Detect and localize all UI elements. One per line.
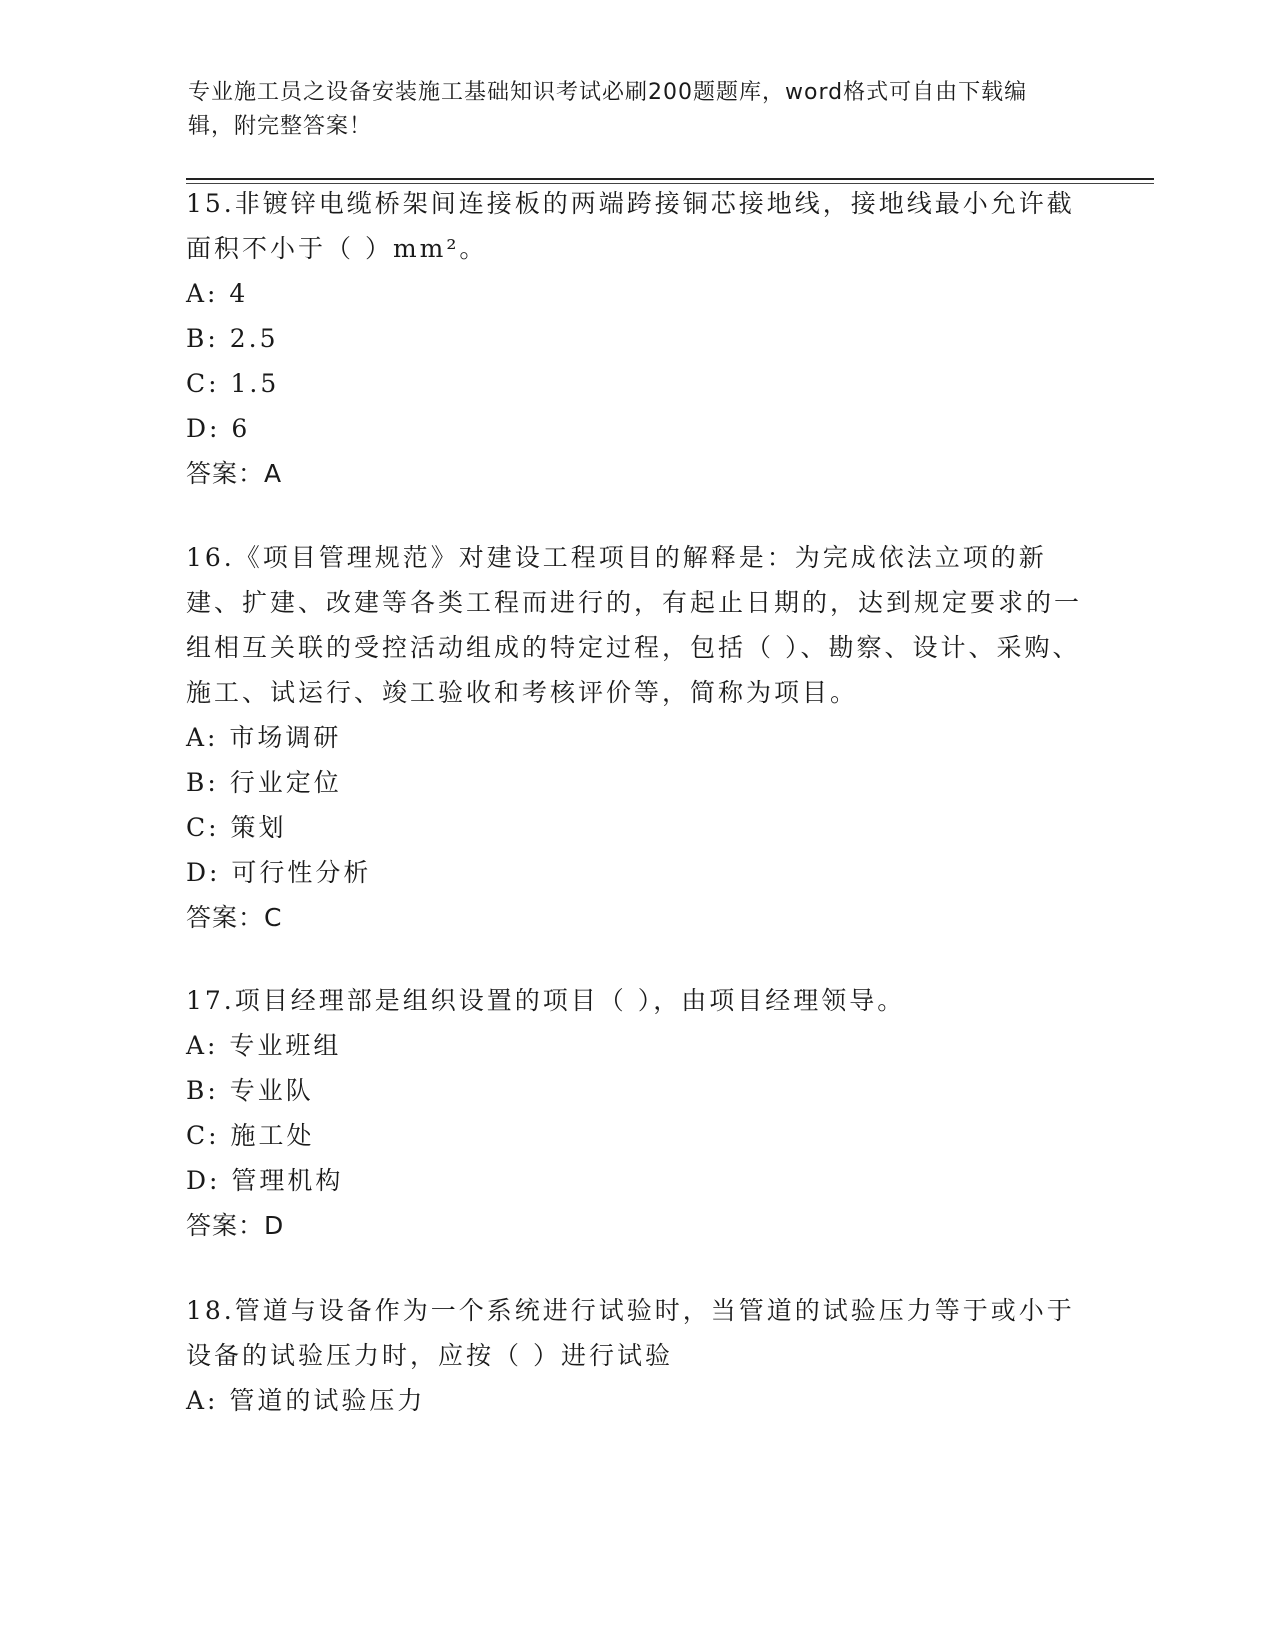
option-d: D: 6	[186, 414, 251, 443]
option-c: C: 施工处	[186, 1121, 315, 1150]
option-d: D: 可行性分析	[186, 858, 372, 887]
option-c: C: 策划	[186, 813, 287, 842]
option-b: B: 行业定位	[186, 768, 342, 797]
answer: 答案：D	[186, 1211, 285, 1240]
option-a: A: 市场调研	[186, 723, 342, 752]
question-16	[186, 535, 1086, 940]
option-c: C: 1.5	[186, 369, 280, 398]
question-stem: 16.《项目管理规范》对建设工程项目的解释是：为完成依法立项的新建、扩建、改建等各类工程而进行的，有起止日期的，达到规定要求的一组相互关联的受控活动组成的特定过程，包括（ ）、勘察、设计、采购、施工、试运行、竣工验收和考核评价等，简称为项目。	[186, 543, 1083, 707]
question-15	[186, 181, 1086, 496]
option-b: B: 2.5	[186, 324, 279, 353]
question-stem: 17.项目经理部是组织设置的项目（ ），由项目经理领导。	[186, 986, 906, 1015]
option-a: A: 专业班组	[186, 1031, 342, 1060]
option-a: A: 管道的试验压力	[186, 1386, 426, 1415]
option-d: D: 管理机构	[186, 1166, 344, 1195]
question-17	[186, 978, 1086, 1248]
question-stem: 18.管道与设备作为一个系统进行试验时，当管道的试验压力等于或小于设备的试验压力时，应按（ ）进行试验	[186, 1296, 1075, 1370]
question-18	[186, 1288, 1086, 1423]
document-header: 专业施工员之设备安装施工基础知识考试必刷200题题库，word格式可自由下载编辑，附完整答案！	[188, 80, 1028, 139]
option-a: A: 4	[186, 279, 249, 308]
question-stem: 15.非镀锌电缆桥架间连接板的两端跨接铜芯接地线，接地线最小允许截面积不小于（ ）mm²。	[186, 189, 1075, 263]
answer: 答案：C	[186, 903, 283, 932]
header-divider	[186, 178, 1154, 180]
option-b: B: 专业队	[186, 1076, 314, 1105]
answer: 答案：A	[186, 459, 283, 488]
